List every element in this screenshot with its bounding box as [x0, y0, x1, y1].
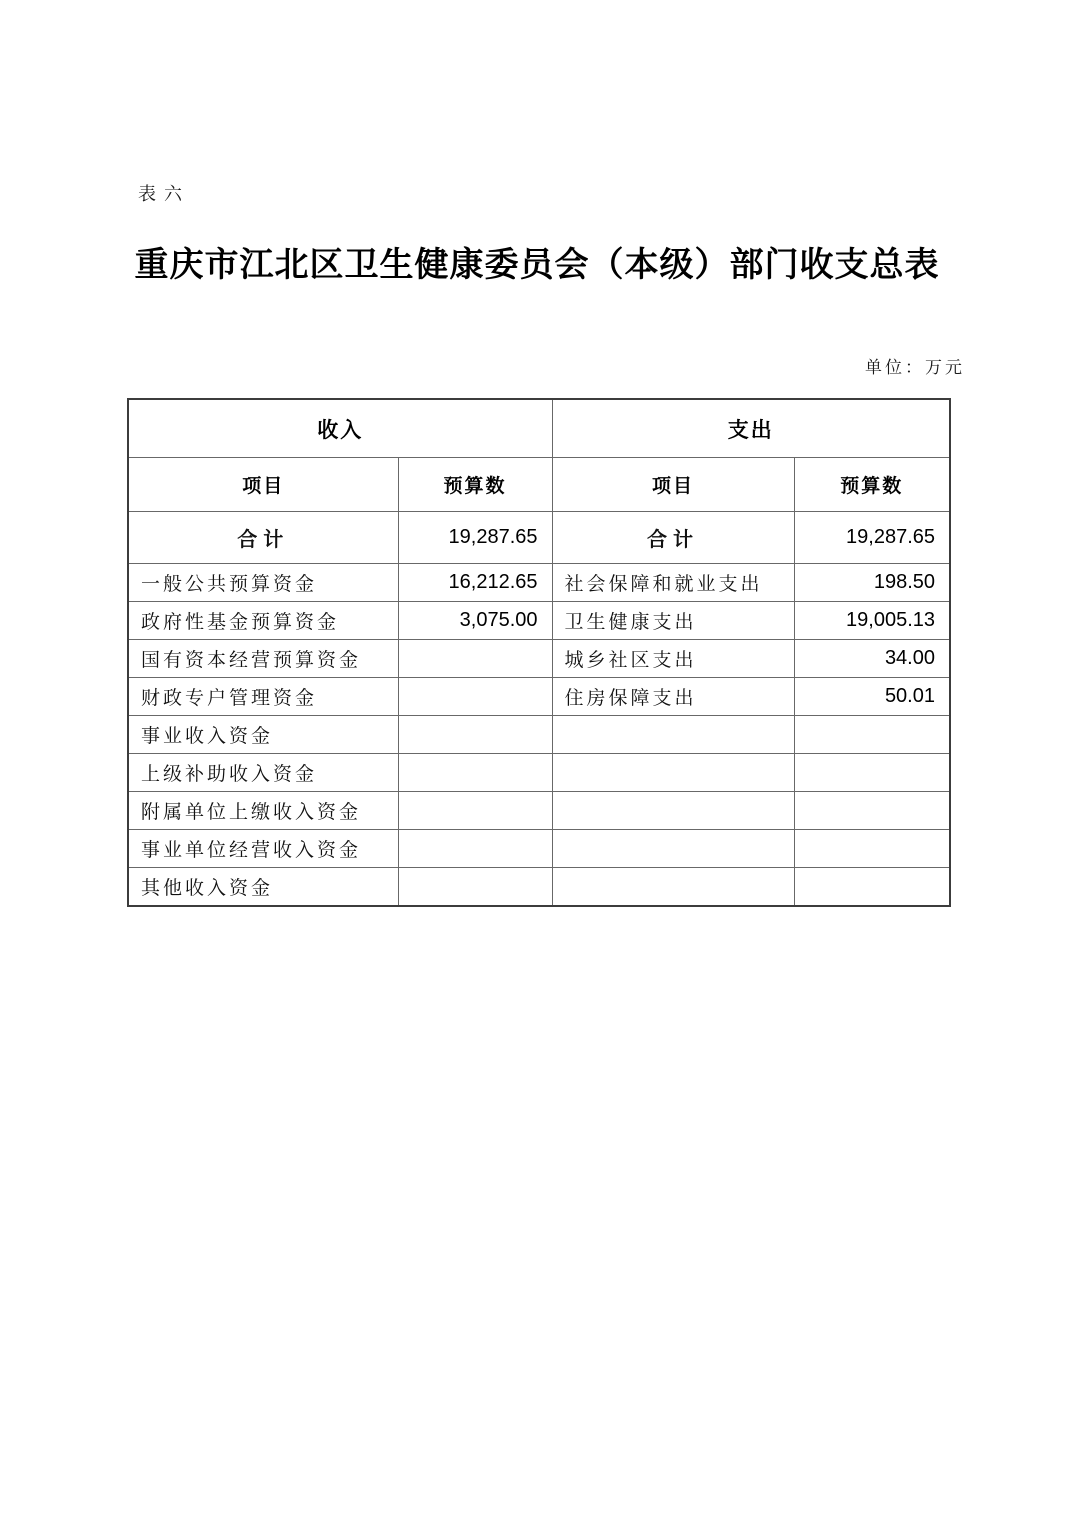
expense-value-cell: 19,287.65 [794, 512, 950, 564]
income-item-cell: 事业单位经营收入资金 [128, 830, 398, 868]
income-value-cell: 19,287.65 [398, 512, 552, 564]
expense-value-cell [794, 716, 950, 754]
table-row [128, 564, 950, 602]
budget-summary-table [127, 398, 951, 907]
income-value-cell: 16,212.65 [398, 564, 552, 602]
unit-note: 单位：万元 [865, 358, 965, 377]
expense-value-cell: 34.00 [794, 640, 950, 678]
income-item-cell: 事业收入资金 [128, 716, 398, 754]
expense-item-cell: 住房保障支出 [552, 678, 794, 716]
income-value-cell [398, 640, 552, 678]
income-item-cell: 一般公共预算资金 [128, 564, 398, 602]
table-row [128, 512, 950, 564]
table-row [128, 602, 950, 640]
expense-item-cell [552, 792, 794, 830]
expense-item-cell [552, 716, 794, 754]
table-row [128, 754, 950, 792]
table-body [128, 512, 950, 906]
expense-value-cell: 198.50 [794, 564, 950, 602]
income-budget-column-header: 预算数 [398, 458, 552, 512]
income-section-header: 收入 [128, 399, 552, 458]
income-value-cell: 3,075.00 [398, 602, 552, 640]
table-row [128, 792, 950, 830]
expense-item-column-header: 项目 [552, 458, 794, 512]
income-item-cell: 国有资本经营预算资金 [128, 640, 398, 678]
income-item-cell: 上级补助收入资金 [128, 754, 398, 792]
expense-item-cell: 合计 [552, 512, 794, 564]
expense-value-cell [794, 792, 950, 830]
expense-item-cell: 卫生健康支出 [552, 602, 794, 640]
expense-item-cell: 社会保障和就业支出 [552, 564, 794, 602]
income-item-cell: 其他收入资金 [128, 868, 398, 906]
income-value-cell [398, 716, 552, 754]
table-row [128, 868, 950, 906]
expense-item-cell [552, 830, 794, 868]
page-title: 重庆市江北区卫生健康委员会（本级）部门收支总表 [134, 247, 940, 284]
expense-item-cell [552, 754, 794, 792]
expense-value-cell: 19,005.13 [794, 602, 950, 640]
expense-item-cell: 城乡社区支出 [552, 640, 794, 678]
income-value-cell [398, 868, 552, 906]
expense-value-cell [794, 830, 950, 868]
income-value-cell [398, 678, 552, 716]
expense-budget-column-header: 预算数 [794, 458, 950, 512]
expense-value-cell: 50.01 [794, 678, 950, 716]
income-value-cell [398, 754, 552, 792]
table-row [128, 640, 950, 678]
table-number-label: 表六 [138, 184, 190, 204]
table-row [128, 678, 950, 716]
expense-section-header: 支出 [552, 399, 950, 458]
table-row [128, 716, 950, 754]
income-item-cell: 附属单位上缴收入资金 [128, 792, 398, 830]
income-value-cell [398, 830, 552, 868]
income-item-cell: 合计 [128, 512, 398, 564]
table-row [128, 830, 950, 868]
expense-value-cell [794, 754, 950, 792]
section-header-row [128, 399, 950, 458]
income-item-cell: 财政专户管理资金 [128, 678, 398, 716]
income-item-column-header: 项目 [128, 458, 398, 512]
expense-value-cell [794, 868, 950, 906]
expense-item-cell [552, 868, 794, 906]
income-value-cell [398, 792, 552, 830]
column-header-row [128, 458, 950, 512]
income-item-cell: 政府性基金预算资金 [128, 602, 398, 640]
